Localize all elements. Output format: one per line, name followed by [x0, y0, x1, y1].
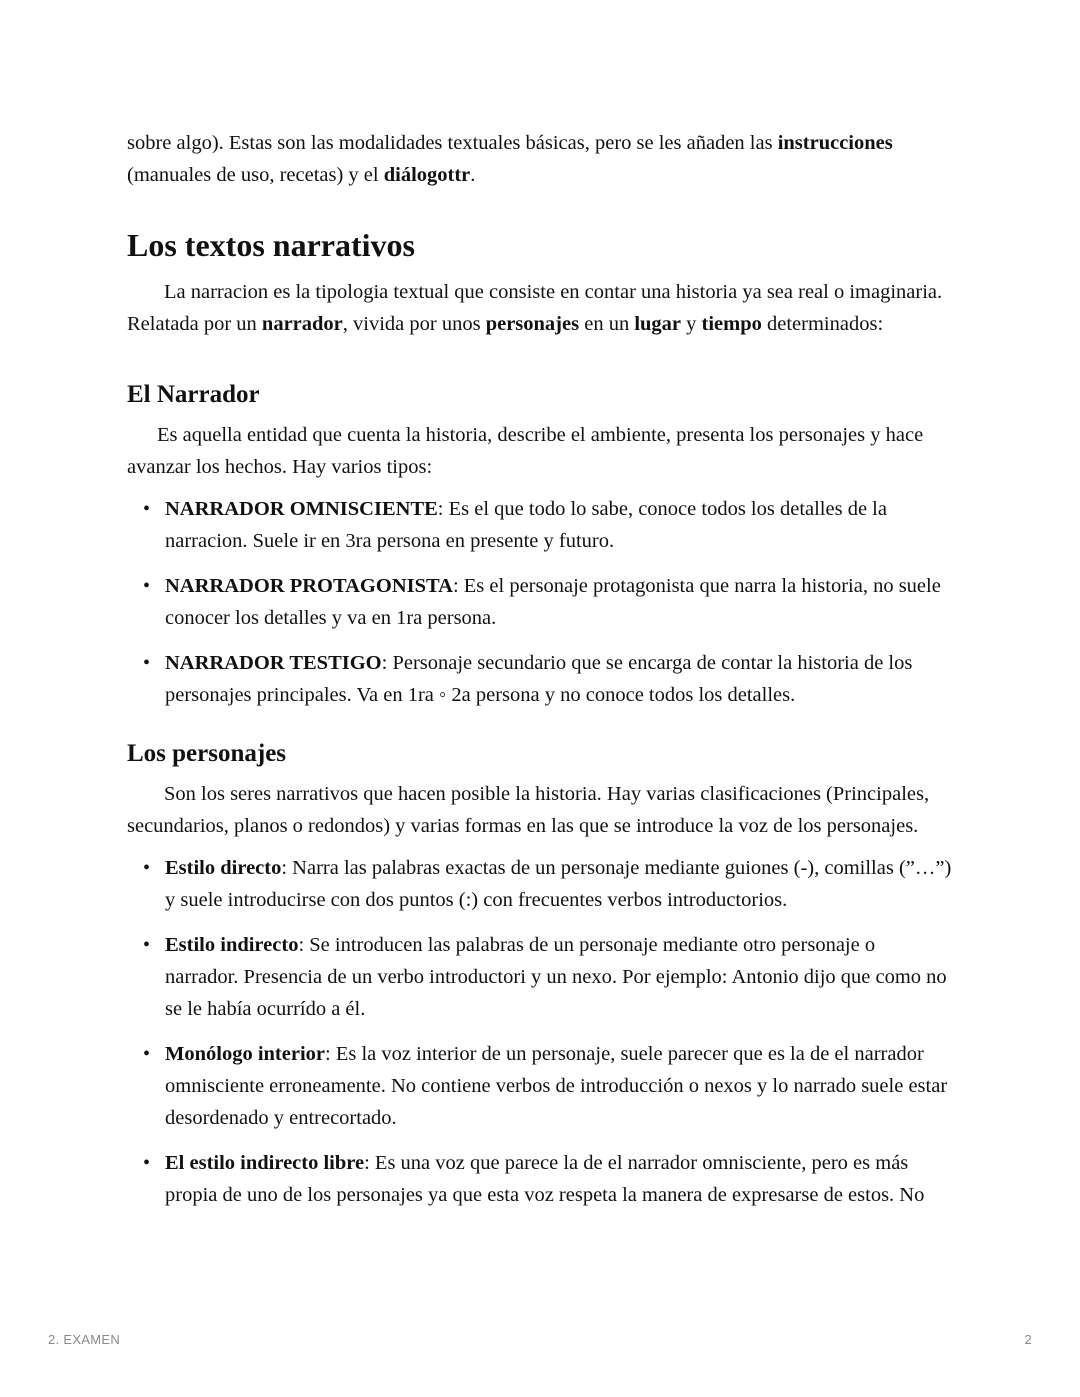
bullet-icon: • — [143, 652, 151, 674]
narrador-list — [127, 493, 953, 711]
list-item: • NARRADOR TESTIGO: Personaje secundario que se encarga de contar la historia de los personajes principales. Va en 1ra ◦ 2a persona y no conoce todos los detalles. — [165, 647, 953, 711]
narrador-paragraph: Es aquella entidad que cuenta la historia, describe el ambiente, presenta los personajes y hace avanzar los hechos. Hay varios tipos: — [127, 424, 924, 478]
document-page — [127, 127, 953, 1224]
bullet-icon: • — [143, 575, 151, 597]
intro-paragraph: sobre algo). Estas son las modalidades textuales básicas, pero se les añaden las instrucciones (manuales de uso, recetas) y el diálogottr. — [127, 132, 893, 186]
footer-section-label: 2. EXAMEN — [48, 1332, 121, 1347]
narrativos-paragraph: La narracion es la tipologia textual que consiste en contar una historia ya sea real o imaginaria. Relatada por un narrador, vivida por unos personajes en un lugar y tiempo determinados: — [127, 281, 943, 335]
section-title-narrativos: Los textos narrativos — [127, 227, 415, 263]
footer-page-number: 2 — [1024, 1332, 1032, 1347]
bullet-icon: • — [143, 1043, 151, 1065]
personajes-paragraph: Son los seres narrativos que hacen posible la historia. Hay varias clasificaciones (Principales, secundarios, planos o redondos) y varias formas en las que se introduce la voz de los personajes. — [127, 783, 930, 837]
list-item: • NARRADOR OMNISCIENTE: Es el que todo lo sabe, conoce todos los detalles de la narracion. Suele ir en 3ra persona en presente y futuro. — [165, 493, 953, 557]
section-title-narrador: El Narrador — [127, 381, 260, 408]
personajes-list — [127, 852, 953, 1211]
list-item: • Estilo directo: Narra las palabras exactas de un personaje mediante guiones (-), comillas (”…”) y suele introducirse con dos puntos (:) con frecuentes verbos introductorios. — [165, 852, 953, 916]
bullet-icon: • — [143, 498, 151, 520]
list-item: • NARRADOR PROTAGONISTA: Es el personaje protagonista que narra la historia, no suele conocer los detalles y va en 1ra persona. — [165, 570, 953, 634]
section-title-personajes: Los personajes — [127, 740, 287, 767]
bullet-icon: • — [143, 934, 151, 956]
list-item: • El estilo indirecto libre: Es una voz que parece la de el narrador omnisciente, pero es más propia de uno de los personajes ya que esta voz respeta la manera de expresarse de estos. No — [165, 1147, 953, 1211]
bullet-icon: • — [143, 857, 151, 879]
bullet-icon: • — [143, 1152, 151, 1174]
list-item: • Monólogo interior: Es la voz interior de un personaje, suele parecer que es la de el narrador omnisciente erroneamente. No contiene verbos de introducción o nexos y lo narrado suele estar desordenado y entrecortado. — [165, 1038, 953, 1134]
list-item: • Estilo indirecto: Se introducen las palabras de un personaje mediante otro personaje o narrador. Presencia de un verbo introductori y un nexo. Por ejemplo: Antonio dijo que como no se le había ocurrído a él. — [165, 929, 953, 1025]
